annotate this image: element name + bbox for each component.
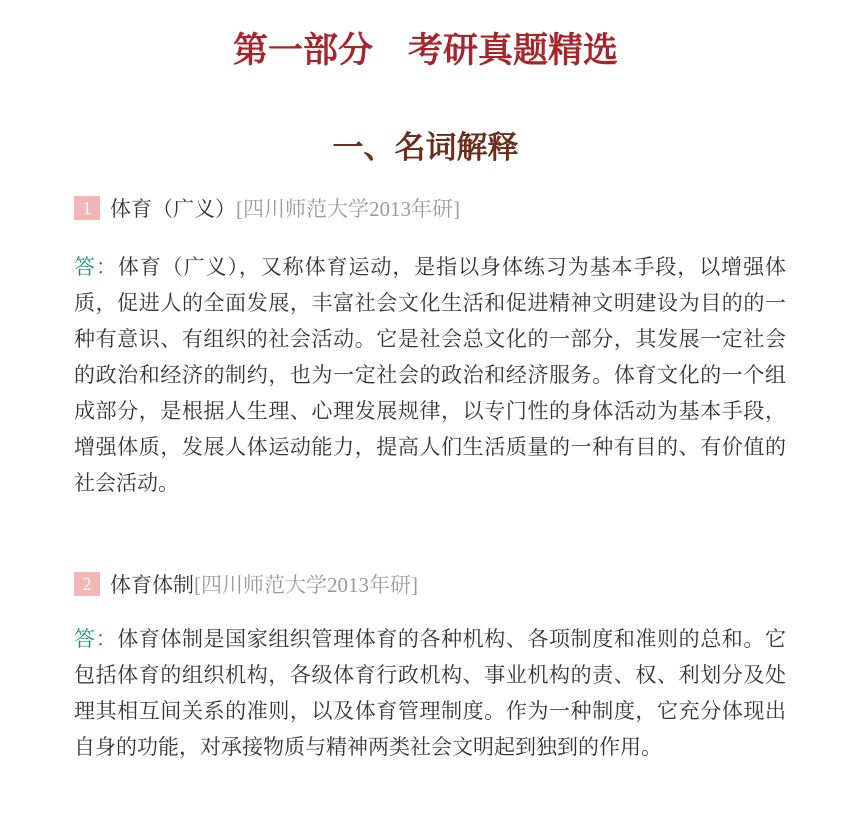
part-title: 第一部分 考研真题精选: [232, 31, 618, 71]
answer-paragraph: [74, 621, 786, 765]
answer-label: 答：: [74, 255, 118, 279]
answer-text: 体育体制是国家组织管理体育的各种机构、各项制度和准则的总和。它包括体育的组织机构，各级体育行政机构、事业机构的责、权、利划分及处理其相互间关系的准则，以及体育管理制度。作为一种制度，它充分体现出自身的功能，对承接物质与精神两类社会文明起到独到的作用。: [74, 627, 786, 759]
question-source: [四川师范大学2013年研]: [194, 573, 418, 597]
question-term: 体育（广义）: [110, 197, 236, 221]
question-number-badge: 1: [74, 196, 100, 220]
answer-paragraph: [74, 249, 786, 501]
question-source: [四川师范大学2013年研]: [236, 197, 460, 221]
question-heading: [74, 194, 460, 222]
answer-text: 体育（广义），又称体育运动，是指以身体练习为基本手段，以增强体质，促进人的全面发展，丰富社会文化生活和促进精神文明建设为目的的一种有意识、有组织的社会活动。它是社会总文化的一部分，其发展一定社会的政治和经济的制约，也为一定社会的政治和经济服务。体育文化的一个组成部分，是根据人生理、心理发展规律，以专门性的身体活动为基本手段，增强体质，发展人体运动能力，提高人们生活质量的一种有目的、有价值的社会活动。: [74, 255, 786, 495]
section-title: 一、名词解释: [332, 130, 519, 166]
question-term: 体育体制: [110, 573, 194, 597]
question-heading: [74, 570, 418, 598]
answer-label: 答：: [74, 627, 118, 651]
question-number-badge: 2: [74, 572, 100, 596]
